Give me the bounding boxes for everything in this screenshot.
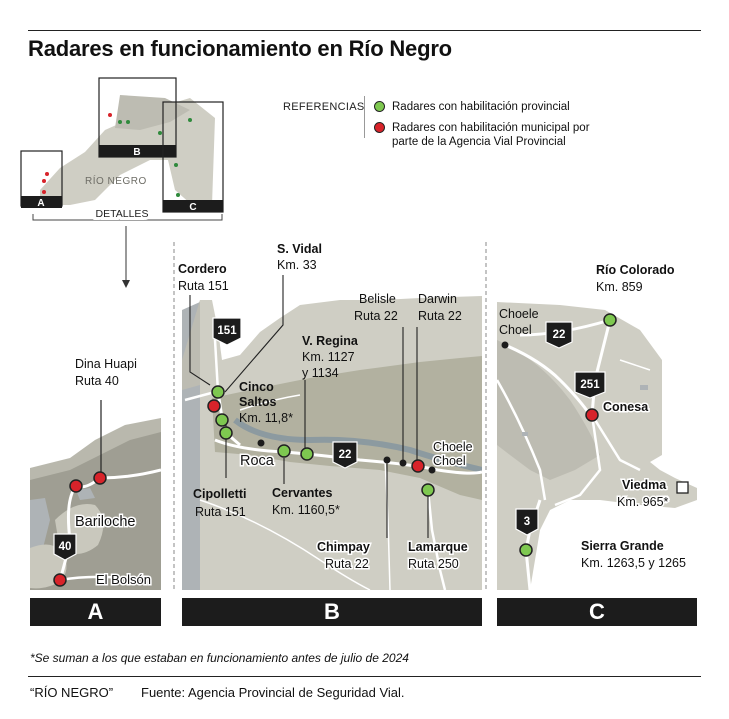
route-shield-3 (516, 509, 538, 535)
panel-b-label[interactable]: B (182, 598, 482, 626)
label-cervantes: Cervantes (272, 486, 333, 500)
radar-svidal[interactable] (216, 414, 228, 426)
label-darwin-route: Ruta 22 (418, 309, 462, 323)
svg-text:151: 151 (217, 325, 237, 337)
label-sierra-grande: Sierra Grande (581, 539, 664, 553)
label-dina-huapi-route: Ruta 40 (75, 374, 119, 388)
label-rio-colorado-km: Km. 859 (596, 280, 643, 294)
label-chimpay-route: Ruta 22 (325, 557, 369, 571)
label-cinco-saltos-1: Cinco (239, 380, 274, 394)
label-chimpay: Chimpay (317, 540, 370, 554)
panel-c-label[interactable]: C (497, 598, 697, 626)
overview-box-c-label: C (189, 202, 197, 213)
label-el-bolson: El Bolsón (96, 572, 151, 587)
label-lamarque: Lamarque (408, 540, 468, 554)
footnote: *Se suman a los que estaban en funcionamiento antes de julio de 2024 (30, 651, 409, 665)
label-svidal: S. Vidal (277, 242, 322, 256)
label-sierra-grande-km: Km. 1263,5 y 1265 (581, 556, 686, 570)
legend-municipal-label-2: parte de la Agencia Vial Provincial (392, 136, 566, 148)
radar-rio-colorado[interactable] (604, 314, 616, 326)
label-choele-b-2: Choel (433, 454, 466, 468)
label-choele-b-1: Choele (433, 440, 473, 454)
route-shield-251 (575, 372, 605, 398)
overview-details-label: DETALLES (95, 208, 149, 220)
label-cipolletti-route: Ruta 151 (195, 505, 246, 519)
radar-darwin[interactable] (412, 460, 424, 472)
overview-region-label: RÍO NEGRO (85, 176, 147, 187)
radar-cipolletti[interactable] (220, 427, 232, 439)
page-title: Radares en funcionamiento en Río Negro (28, 36, 452, 61)
label-roca: Roca (240, 453, 274, 469)
label-dina-huapi: Dina Huapi (75, 357, 137, 371)
label-rio-colorado: Río Colorado (596, 263, 675, 277)
svg-text:22: 22 (552, 329, 566, 341)
radar-conesa[interactable] (586, 409, 598, 421)
radar-villa-regina[interactable] (301, 448, 313, 460)
route-shield-22-b (333, 442, 357, 468)
label-cordero-route: Ruta 151 (178, 279, 229, 293)
route-shield-40 (54, 534, 76, 560)
label-vregina-km1: Km. 1127 (302, 350, 355, 364)
label-viedma-km: Km. 965* (617, 495, 669, 509)
svg-text:3: 3 (523, 516, 531, 528)
radar-bariloche[interactable] (70, 480, 82, 492)
label-cipolletti: Cipolletti (193, 487, 247, 501)
town-choele-choel-c (502, 342, 509, 349)
label-vregina-km2: y 1134 (302, 366, 339, 380)
label-conesa: Conesa (603, 400, 649, 414)
label-viedma: Viedma (622, 478, 667, 492)
label-choele-c-1: Choele (499, 307, 539, 321)
label-cinco-saltos-km: Km. 11,8* (239, 411, 293, 425)
label-vregina: V. Regina (302, 334, 358, 348)
overview-box-a-label: A (37, 198, 45, 209)
footer-source: Fuente: Agencia Provincial de Seguridad Vial. (141, 685, 405, 700)
footer-brand: “RÍO NEGRO” (30, 685, 114, 700)
radar-cinco-saltos[interactable] (208, 400, 220, 412)
radar-cervantes[interactable] (278, 445, 290, 457)
town-viedma (677, 482, 688, 493)
svg-text:40: 40 (58, 541, 72, 553)
label-svidal-km: Km. 33 (277, 258, 317, 272)
label-lamarque-route: Ruta 250 (408, 557, 459, 571)
label-cervantes-km: Km. 1160,5* (272, 503, 340, 517)
radar-cordero[interactable] (212, 386, 224, 398)
label-belisle: Belisle (359, 292, 396, 306)
legend-provincial-label: Radares con habilitación provincial (392, 101, 570, 113)
legend-heading: REFERENCIAS (283, 101, 365, 113)
footer-rule (28, 676, 701, 677)
town-chimpay (384, 457, 391, 464)
label-bariloche: Bariloche (75, 514, 136, 530)
label-cinco-saltos-2: Saltos (239, 395, 277, 409)
overview-box-b-label: B (133, 147, 141, 158)
svg-text:251: 251 (580, 379, 600, 391)
legend-municipal-label-1: Radares con habilitación municipal por (392, 122, 590, 134)
town-roca (258, 440, 265, 447)
route-shield-22-c (546, 322, 572, 348)
radar-lamarque[interactable] (422, 484, 434, 496)
radar-dina-huapi[interactable] (94, 472, 106, 484)
label-cordero: Cordero (178, 262, 227, 276)
radar-el-bolson[interactable] (54, 574, 66, 586)
radar-sierra-grande[interactable] (520, 544, 532, 556)
svg-text:22: 22 (338, 449, 352, 461)
label-darwin: Darwin (418, 292, 457, 306)
label-belisle-route: Ruta 22 (354, 309, 398, 323)
label-choele-c-2: Choel (499, 323, 532, 337)
town-belisle (400, 460, 407, 467)
panel-a-map (30, 418, 161, 590)
panel-a-label[interactable]: A (30, 598, 161, 626)
